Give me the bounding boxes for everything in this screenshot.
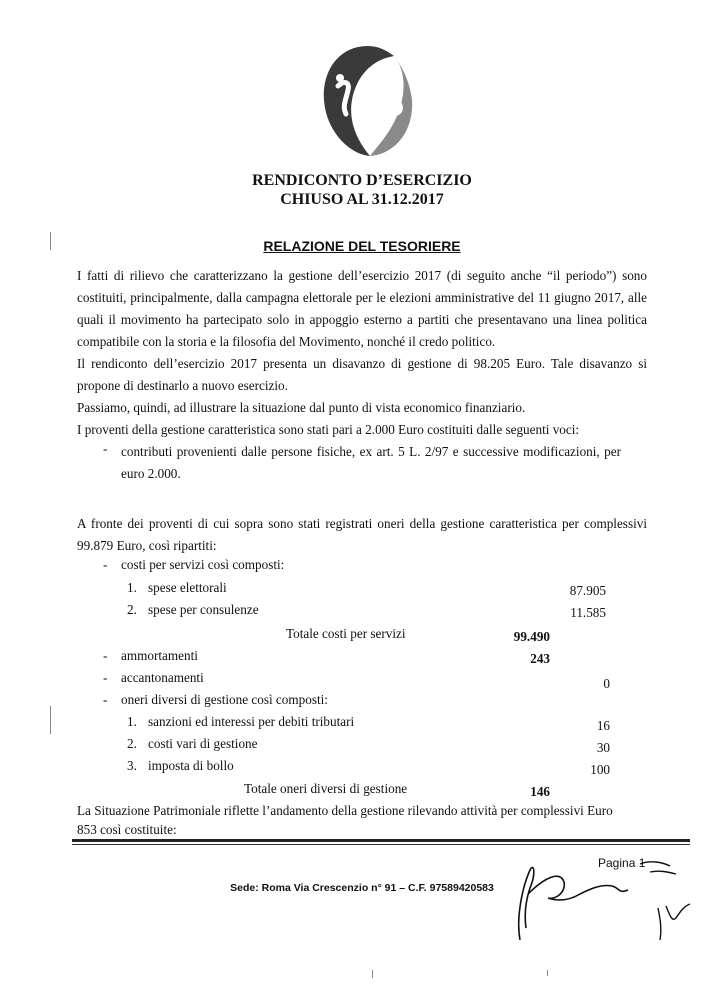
item-label: costi vari di gestione <box>148 736 258 751</box>
item-value: 16 <box>596 718 610 733</box>
other-charges-total-value: 146 <box>530 784 550 799</box>
margin-mark <box>547 970 548 976</box>
item-number: 2. <box>127 602 137 617</box>
item-number: 2. <box>127 736 137 751</box>
item-label: spese per consulenze <box>148 602 259 617</box>
item-value: 30 <box>596 740 610 755</box>
item-label: imposta di bollo <box>148 758 234 773</box>
closing-line-1: La Situazione Patrimoniale riflette l’andamento della gestione rilevando attività per complessivi Euro <box>77 803 613 818</box>
item-number: 1. <box>127 580 137 595</box>
noi-sud-logo <box>318 42 418 162</box>
doc-title-line1: RENDICONTO D’ESERCIZIO <box>252 172 472 189</box>
bullet-dash: - <box>103 648 108 663</box>
margin-mark <box>372 970 373 978</box>
provisions-value: 0 <box>603 676 610 691</box>
proceeds-bullet: contributi provenienti dalle persone fisiche, ex art. 5 L. 2/97 e successive modificazioni, per euro 2.000. <box>121 444 621 481</box>
services-total-value: 99.490 <box>513 629 550 644</box>
page-number: Pagina 1 <box>598 856 646 870</box>
other-charges-label: oneri diversi di gestione così composti: <box>121 692 328 707</box>
footer-rule <box>72 839 690 842</box>
other-charges-total-label: Totale oneri diversi di gestione <box>244 781 408 796</box>
paragraph-deficit: Il rendiconto dell’esercizio 2017 presenta un disavanzo di gestione di 98.205 Euro. Tale disavanzo si propone di destinarlo a nuovo esercizio. <box>77 356 647 393</box>
logo-text-noi: noi <box>364 63 399 87</box>
footer-rule-thin <box>72 844 690 845</box>
logo-text-sud: SUD <box>352 97 404 122</box>
item-value: 87.905 <box>569 583 606 598</box>
bullet-dash: - <box>103 670 108 685</box>
paragraph-charges: A fronte dei proventi di cui sopra sono stati registrati oneri della gestione caratteristica per complessivi 99.879 Euro, così ripartiti: <box>77 516 647 553</box>
footer-address: Sede: Roma Via Crescenzio n° 91 – C.F. 97589420583 <box>230 882 494 894</box>
item-number: 3. <box>127 758 137 773</box>
item-value: 11.585 <box>570 605 606 620</box>
section-title: RELAZIONE DEL TESORIERE <box>263 238 461 254</box>
margin-mark <box>50 706 51 734</box>
bullet-dash: - <box>103 692 108 707</box>
item-label: sanzioni ed interessi per debiti tributari <box>148 714 355 729</box>
paragraph-proceeds: I proventi della gestione caratteristica sono stati pari a 2.000 Euro costituiti dalle seguenti voci: <box>77 422 580 437</box>
closing-line-2: 853 così costituite: <box>77 822 177 837</box>
services-label: costi per servizi così composti: <box>121 557 285 572</box>
paragraph-facts: I fatti di rilievo che caratterizzano la gestione dell’esercizio 2017 (di seguito anche “il periodo”) sono costituiti, principalmente, dalla campagna elettorale per le elezioni amministrative del 11 giugno 2017, alle quali il movimento ha partecipato solo in appoggio esterno a partiti che presentavano una linea politica compatibile con la storia e la filosofia del Movimento, nonché il credo politico. <box>77 268 647 349</box>
depreciation-label: ammortamenti <box>121 648 198 663</box>
bullet-dash: - <box>103 557 108 572</box>
depreciation-value: 243 <box>530 651 550 666</box>
margin-mark <box>50 232 51 250</box>
doc-title-line2: CHIUSO AL 31.12.2017 <box>280 191 444 208</box>
paragraph-intro: Passiamo, quindi, ad illustrare la situazione dal punto di vista economico finanziario. <box>77 400 526 415</box>
handwritten-signature <box>500 848 710 948</box>
item-value: 100 <box>590 762 610 777</box>
provisions-label: accantonamenti <box>121 670 204 685</box>
bullet-dash: - <box>103 441 108 456</box>
services-total-label: Totale costi per servizi <box>286 626 406 641</box>
item-number: 1. <box>127 714 137 729</box>
item-label: spese elettorali <box>148 580 227 595</box>
